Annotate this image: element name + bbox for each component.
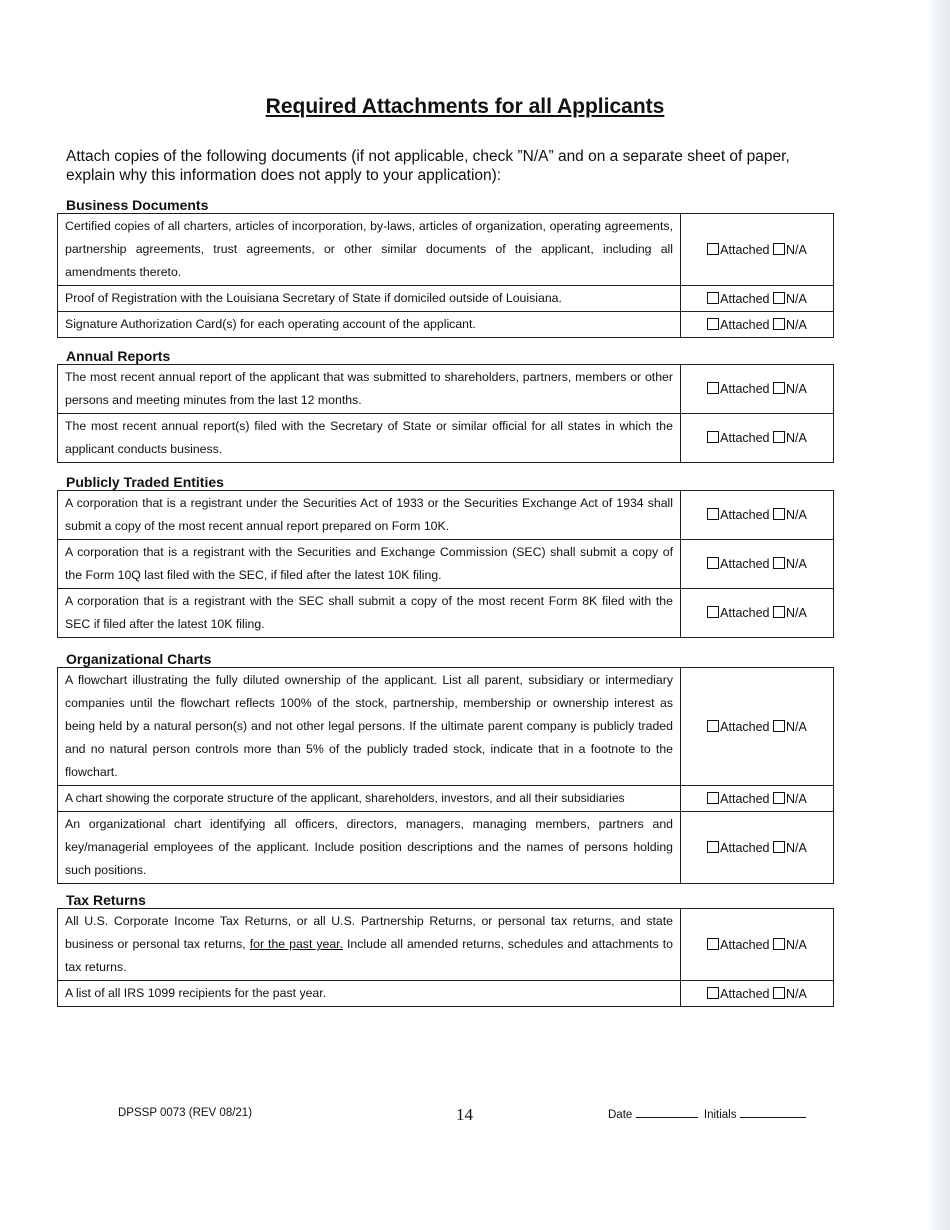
checkbox-cell xyxy=(681,414,834,463)
form-code: DPSSP 0073 (REV 08/21) xyxy=(118,1107,253,1119)
section-tax-returns xyxy=(57,892,834,1007)
attached-option[interactable]: Attached xyxy=(707,720,769,734)
section-organizational-charts xyxy=(57,651,834,884)
na-option[interactable]: N/A xyxy=(773,938,807,952)
checkbox-cell xyxy=(681,214,834,286)
checkbox-icon[interactable] xyxy=(707,938,719,950)
attached-option[interactable]: Attached xyxy=(707,987,769,1001)
na-option[interactable]: N/A xyxy=(773,720,807,734)
checkbox-icon[interactable] xyxy=(773,431,785,443)
table-row xyxy=(58,909,834,981)
table-row xyxy=(58,286,834,312)
checkbox-icon[interactable] xyxy=(707,987,719,999)
checkbox-icon[interactable] xyxy=(707,720,719,732)
section-heading: Publicly Traded Entities xyxy=(66,474,224,490)
checkbox-icon[interactable] xyxy=(707,606,719,618)
attached-option[interactable]: Attached xyxy=(707,557,769,571)
table-row xyxy=(58,812,834,884)
attached-option[interactable]: Attached xyxy=(707,938,769,952)
checkbox-icon[interactable] xyxy=(707,382,719,394)
table-row xyxy=(58,214,834,286)
checkbox-cell xyxy=(681,981,834,1007)
na-option[interactable]: N/A xyxy=(773,557,807,571)
row-description: All U.S. Corporate Income Tax Returns, or all U.S. Partnership Returns, or personal tax returns, and state business or personal tax returns, for the past year. Include all amended returns, schedules and attachments to tax returns. xyxy=(58,909,681,981)
checkbox-cell xyxy=(681,909,834,981)
table-row xyxy=(58,312,834,338)
row-description: A corporation that is a registrant with the SEC shall submit a copy of the most recent Form 8K filed with the SEC if filed after the latest 10K filing. xyxy=(58,589,681,638)
na-option[interactable]: N/A xyxy=(773,243,807,257)
attachments-table xyxy=(57,490,834,638)
row-description: A list of all IRS 1099 recipients for the past year. xyxy=(58,981,681,1007)
checkbox-icon[interactable] xyxy=(773,938,785,950)
checkbox-icon[interactable] xyxy=(773,382,785,394)
checkbox-icon[interactable] xyxy=(707,431,719,443)
checkbox-icon[interactable] xyxy=(773,292,785,304)
table-row xyxy=(58,786,834,812)
checkbox-icon[interactable] xyxy=(773,841,785,853)
row-description: An organizational chart identifying all officers, directors, managers, managing members, partners and key/managerial employees of the applicant. Include position descriptions and the names of persons holding such positions. xyxy=(58,812,681,884)
page-footer xyxy=(0,1107,950,1131)
attached-option[interactable]: Attached xyxy=(707,292,769,306)
section-heading: Business Documents xyxy=(66,197,209,213)
date-label: Date xyxy=(608,1109,633,1121)
na-option[interactable]: N/A xyxy=(773,318,807,332)
row-description: Proof of Registration with the Louisiana Secretary of State if domiciled outside of Louisiana. xyxy=(58,286,681,312)
checkbox-icon[interactable] xyxy=(773,987,785,999)
date-line[interactable] xyxy=(636,1107,698,1118)
page-title: Required Attachments for all Applicants xyxy=(265,95,665,118)
initials-line[interactable] xyxy=(740,1107,806,1118)
intro-text: Attach copies of the following documents (if not applicable, check ”N/A” and on a separate sheet of paper, explain why this information does not apply to your application): xyxy=(66,148,790,184)
section-heading: Organizational Charts xyxy=(66,651,212,667)
na-option[interactable]: N/A xyxy=(773,987,807,1001)
checkbox-icon[interactable] xyxy=(707,292,719,304)
attachments-table xyxy=(57,364,834,463)
attached-option[interactable]: Attached xyxy=(707,243,769,257)
section-business-documents xyxy=(57,197,834,338)
row-description: A corporation that is a registrant with the Securities and Exchange Commission (SEC) shall submit a copy of the Form 10Q last filed with the SEC, if filed after the latest 10K filing. xyxy=(58,540,681,589)
checkbox-cell xyxy=(681,786,834,812)
checkbox-icon[interactable] xyxy=(707,508,719,520)
attached-option[interactable]: Attached xyxy=(707,508,769,522)
section-heading: Annual Reports xyxy=(66,348,171,364)
na-option[interactable]: N/A xyxy=(773,292,807,306)
table-row xyxy=(58,981,834,1007)
table-row xyxy=(58,589,834,638)
checkbox-icon[interactable] xyxy=(773,792,785,804)
attachments-table xyxy=(57,213,834,338)
attachments-table xyxy=(57,667,834,884)
checkbox-icon[interactable] xyxy=(773,243,785,255)
checkbox-cell xyxy=(681,312,834,338)
checkbox-icon[interactable] xyxy=(707,792,719,804)
page-number: 14 xyxy=(456,1105,473,1124)
table-row xyxy=(58,365,834,414)
attached-option[interactable]: Attached xyxy=(707,841,769,855)
attached-option[interactable]: Attached xyxy=(707,606,769,620)
checkbox-cell xyxy=(681,491,834,540)
checkbox-icon[interactable] xyxy=(707,841,719,853)
row-description: A flowchart illustrating the fully diluted ownership of the applicant. List all parent, subsidiary or intermediary companies until the flowchart reflects 100% of the stock, partnership, membership or ownership interest as being held by a natural person(s) and not other legal persons. If the ultimate parent company is publicly traded and no natural person controls more than 5% of the publicly traded stock, indicate that in a footnote to the flowchart. xyxy=(58,668,681,786)
initials-label: Initials xyxy=(703,1109,737,1121)
row-description: A corporation that is a registrant under the Securities Act of 1933 or the Securities Exchange Act of 1934 shall submit a copy of the most recent annual report prepared on Form 10K. xyxy=(58,491,681,540)
na-option[interactable]: N/A xyxy=(773,792,807,806)
section-annual-reports xyxy=(57,348,834,463)
table-row xyxy=(58,540,834,589)
attached-option[interactable]: Attached xyxy=(707,431,769,445)
date-initials-fields xyxy=(608,1107,806,1121)
checkbox-cell xyxy=(681,812,834,884)
section-heading: Tax Returns xyxy=(66,892,146,908)
section-publicly-traded-entities xyxy=(57,474,834,638)
table-row xyxy=(58,491,834,540)
attached-option[interactable]: Attached xyxy=(707,318,769,332)
na-option[interactable]: N/A xyxy=(773,382,807,396)
row-description: Certified copies of all charters, articles of incorporation, by-laws, articles of organization, operating agreements, partnership agreements, trust agreements, or other similar documents of the applicant, including all amendments thereto. xyxy=(58,214,681,286)
checkbox-cell xyxy=(681,668,834,786)
na-option[interactable]: N/A xyxy=(773,606,807,620)
underlined-text: for the past year. xyxy=(249,937,344,951)
checkbox-cell xyxy=(681,540,834,589)
page-edge-shadow xyxy=(928,0,950,1230)
row-description: Signature Authorization Card(s) for each operating account of the applicant. xyxy=(58,312,681,338)
checkbox-cell xyxy=(681,286,834,312)
table-row xyxy=(58,668,834,786)
checkbox-cell xyxy=(681,589,834,638)
checkbox-icon[interactable] xyxy=(707,243,719,255)
attached-option[interactable]: Attached xyxy=(707,382,769,396)
checkbox-icon[interactable] xyxy=(773,318,785,330)
na-option[interactable]: N/A xyxy=(773,508,807,522)
checkbox-icon[interactable] xyxy=(773,557,785,569)
na-option[interactable]: N/A xyxy=(773,431,807,445)
row-description: The most recent annual report of the applicant that was submitted to shareholders, partners, members or other persons and meeting minutes from the last 12 months. xyxy=(58,365,681,414)
checkbox-cell xyxy=(681,365,834,414)
na-option[interactable]: N/A xyxy=(773,841,807,855)
attached-option[interactable]: Attached xyxy=(707,792,769,806)
row-description: The most recent annual report(s) filed with the Secretary of State or similar official for all states in which the applicant conducts business. xyxy=(58,414,681,463)
row-description: A chart showing the corporate structure of the applicant, shareholders, investors, and all their subsidiaries xyxy=(58,786,681,812)
checkbox-icon[interactable] xyxy=(773,606,785,618)
checkbox-icon[interactable] xyxy=(773,508,785,520)
table-row xyxy=(58,414,834,463)
checkbox-icon[interactable] xyxy=(773,720,785,732)
checkbox-icon[interactable] xyxy=(707,557,719,569)
attachments-table xyxy=(57,908,834,1007)
checkbox-icon[interactable] xyxy=(707,318,719,330)
